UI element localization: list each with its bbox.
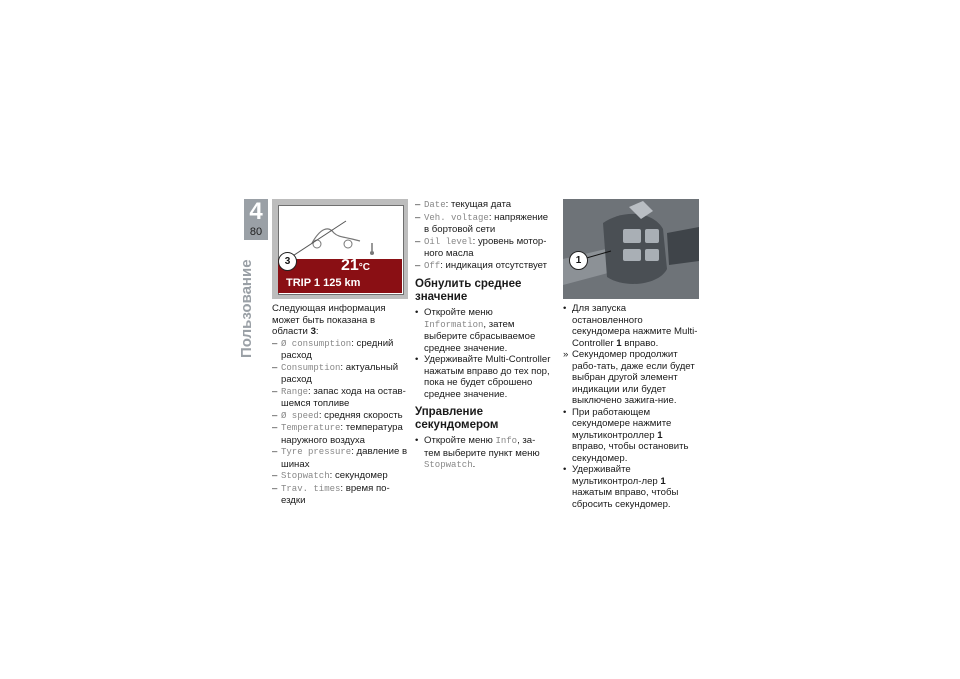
bullet-item: • Откройте меню Information, затем выберите сбрасываемое среднее значение. — [415, 307, 536, 354]
list-item: – Oil level: уровень мотор-ного масла — [415, 235, 547, 259]
list-item: – Ø speed: средняя скорость — [272, 409, 403, 421]
list-item: – Range: запас хода на остав-шемся топливе — [272, 385, 406, 409]
chapter-number: 4 — [249, 198, 263, 225]
callout-3: 3 — [278, 252, 297, 271]
instrument-display-figure — [272, 199, 408, 299]
heading-reset-average: Обнулить среднее значение — [415, 278, 522, 303]
bullet-item: • Откройте меню Info, за-тем выберите пункт меню Stopwatch. — [415, 435, 540, 470]
list-item: – Stopwatch: секундомер — [272, 470, 388, 481]
handlebar-controls-figure — [563, 199, 699, 299]
list-item: – Date: текущая дата — [415, 199, 512, 210]
bullet-item: • Удерживайте мультиконтрол-лер 1 нажатым вправо, чтобы сбросить секундомер. — [563, 464, 679, 510]
trip-readout: TRIP 1 125 km — [286, 277, 361, 289]
list-item: – Ø consumption: средний расход — [272, 337, 394, 361]
bullet-item: • При работающем секундомере нажмите мультиконтроллер 1 вправо, чтобы остановить секундомер. — [563, 406, 689, 464]
column-2 — [415, 199, 551, 472]
chapter-title: Пользование — [238, 259, 255, 358]
bullet-item: • Для запуска остановленного секундомера нажмите Multi-Controller 1 вправо. — [563, 303, 698, 349]
list-item: – Tyre pressure: давление в шинах — [272, 446, 408, 470]
list-item: – Veh. voltage: напряжение в бортовой сети — [415, 211, 549, 235]
column-1 — [272, 303, 408, 507]
list-item: – Off: индикация отсутствует — [415, 259, 548, 271]
callout-1: 1 — [569, 251, 588, 270]
list-item: – Consumption: актуальный расход — [272, 361, 399, 385]
bullet-item: • Удерживайте Multi-Controller нажатым вправо до тех пор, пока не будет сброшено среднее значение. — [415, 354, 551, 400]
column-3 — [563, 303, 699, 510]
list-item: – Trav. times: время по-ездки — [272, 482, 390, 506]
page-number: 80 — [249, 226, 263, 238]
result-item: » Секундомер продолжит рабо-тать, даже если будет выбран другой элемент индикации или будет выключено зажига-ние. — [563, 349, 695, 406]
temperature-readout: 21°C — [341, 257, 371, 274]
list-item: – Temperature: температура наружного воздуха — [272, 422, 403, 446]
heading-stopwatch: Управление секундомером — [415, 406, 499, 431]
intro-paragraph: Следующая информация может быть показана в области 3: — [272, 303, 386, 337]
handlebar-drawing — [563, 199, 699, 299]
